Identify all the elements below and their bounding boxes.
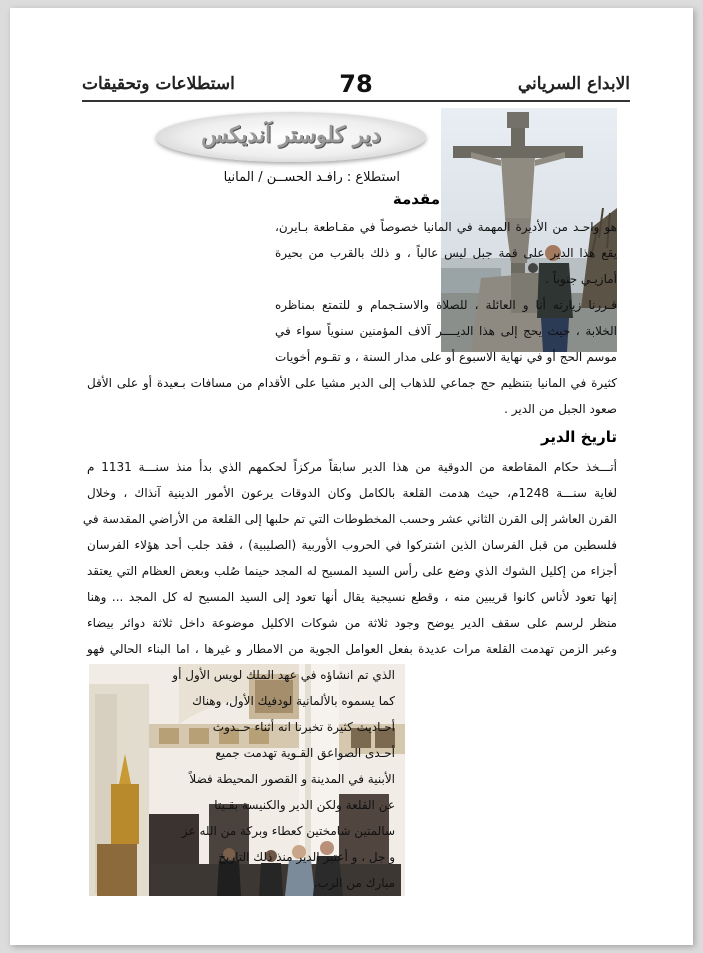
history-line: أجزاء من إكليل الشوك الذي وضع على رأس السيد المسيح له المجد حينما صُلب وبعض العظام التي يعتقد: [87, 564, 617, 578]
intro-line: كثيرة في المانيا بتنظيم حج جماعي للذهاب إلى الدير مشيا على الأقدام من مسافات بـعيدة أو على الأقل: [87, 376, 617, 390]
intro-line: يقع هذا الدير على قمة جبل ليس عالياً ، و ذلك بالقرب من بحيرة: [275, 246, 617, 260]
intro-line: أمازيـي جنوباً .: [545, 272, 617, 286]
history-narrow-line: سالمتين شامختين كعطاء وبركة من الله عز: [181, 824, 395, 838]
history-line: لغاية سنـــة 1248م، حيث هدمت القلعة بالكامل وكان الدوقات يرعون الأمور الدينية آنذاك ، وخلال: [87, 486, 617, 500]
history-narrow-line: مبارك من الرب.: [313, 876, 395, 890]
intro-line: موسم الحج أو في نهاية الاسبوع أو على مدار السنة ، و تقـوم أخويات: [275, 350, 617, 364]
history-line: وعبر الزمن تهدمت القلعة مرات عديدة بفعل العوامل الجوية من الامطار و غيرها ، اما البناء الحالي فهو: [87, 642, 617, 656]
article-byline: استطلاع : رافـد الحســن / المانيا: [223, 170, 400, 185]
history-line: منظر لرسم على سقف الدير يوضح وجود ثلاثة من شوكات الاكليل موضوعة داخل ثلاثة دوائر بيضاء: [87, 616, 617, 630]
intro-line: قـررنا زيارته أنا و العائلة ، للصلاة والاستـجمام و للتمتع بمناظره: [275, 298, 617, 312]
header-section-name: استطلاعات وتحقيقات: [82, 74, 235, 94]
history-heading: تاريخ الدير: [541, 428, 617, 446]
intro-line: صعود الجبل من الدير .: [504, 402, 617, 416]
history-narrow-line: أحـاديث كثيرة تخبرنا انه أثناء حــدوث: [212, 720, 395, 734]
history-narrow-line: و جل ، و أعتبر الدير منذ ذلك التاريخ: [218, 850, 395, 864]
intro-heading: مقدمة: [392, 190, 440, 208]
history-narrow-line: عن القلعة ولكن الدير والكنيسة بقـيتا: [214, 798, 395, 812]
history-narrow-line: الأبنية في المدينة و القصور المحيطة فضلاً: [189, 772, 395, 786]
title-banner: [156, 112, 426, 162]
header-divider: [82, 100, 630, 102]
page-number: 78: [339, 70, 373, 98]
history-line: إنها تعود لأناس كانوا قريبين منه ، وقطع نسيجية يقال أنها تعود إلى السيد المسيح له كل المجد ... وهنا: [87, 590, 617, 604]
article-title: دير كلوستر آنديكس: [201, 122, 381, 148]
history-narrow-line: أحـدى الصواعق القـوية تهدمت جميع: [215, 746, 395, 760]
magazine-page: [10, 8, 693, 945]
magazine-name: الابداع السرياني: [517, 74, 630, 94]
history-narrow-line: الذي تم انشاؤه في عهد الملك لويس الأول أو: [172, 668, 395, 682]
intro-line: هو واحـد من الأديرة المهمة في المانيا خصوصاً في مقـاطعة بـايرن،: [275, 220, 617, 234]
intro-line: الخلابة ، حيث يحج إلى هذا الديــــر آلاف المؤمنين سنوياً سواء في: [275, 324, 617, 338]
history-line: فلسطين من قبل الفرسان الذين اشتركوا في الحروب الأوربية (الصليبية) ، فقد جلب أحد هؤلاء الفرسان: [87, 538, 617, 552]
history-line: أتـــخذ حكام المقاطعة من الدوقية من هذا الدير سابقاً مركزاً لحكمهم الذي بدأ منذ سنـــة 1131 م: [87, 460, 617, 474]
history-narrow-line: كما يسموه بالألمانية لودفيك الأول، وهناك: [192, 694, 395, 708]
page-header: [82, 70, 630, 104]
history-line: القرن العاشر إلى القرن الثاني عشر وحسب المخطوطات التي تم حلبها إلى القلعة من الأراضي المقدسة في: [82, 512, 617, 526]
